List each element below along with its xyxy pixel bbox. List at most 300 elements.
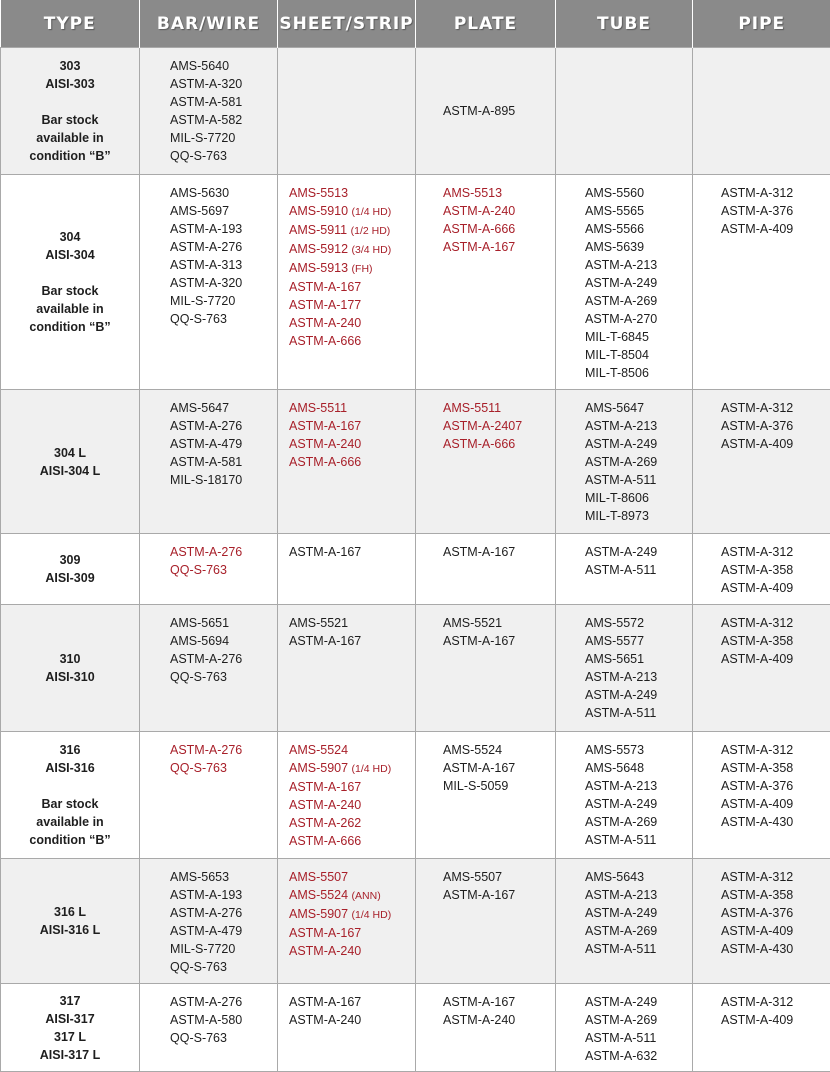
spec-item <box>721 632 830 650</box>
type-line: 304 L <box>5 444 135 462</box>
spec-item <box>443 184 555 202</box>
type-line: 317 <box>5 992 135 1010</box>
spec-item <box>170 129 277 147</box>
spec-code: AMS-5513 <box>443 186 502 200</box>
sheet-strip-cell <box>278 175 416 390</box>
sheet-strip-spec-list <box>278 184 415 350</box>
spec-code: MIL-S-18170 <box>170 473 242 487</box>
spec-code: AMS-5907 <box>289 907 348 921</box>
spec-item <box>585 417 692 435</box>
spec-note: (1/4 HD) <box>352 763 392 775</box>
spec-item <box>585 256 692 274</box>
plate-spec-list <box>416 741 555 795</box>
spec-item <box>585 399 692 417</box>
spec-item <box>289 184 415 202</box>
spec-code: ASTM-A-580 <box>170 1013 242 1027</box>
type-line: 303 <box>5 57 135 75</box>
spec-code: AMS-5630 <box>170 186 229 200</box>
spec-item <box>289 741 415 759</box>
plate-cell <box>416 984 556 1072</box>
spec-item <box>585 686 692 704</box>
tube-cell <box>556 732 693 859</box>
spec-item <box>585 543 692 561</box>
spec-item <box>443 102 555 120</box>
spec-item <box>289 221 415 240</box>
spec-code: MIL-T-6845 <box>585 330 649 344</box>
spec-item <box>585 868 692 886</box>
bar-wire-cell <box>140 175 278 390</box>
pipe-cell <box>693 605 830 732</box>
spec-code: ASTM-A-358 <box>721 563 793 577</box>
type-line: available in <box>5 129 135 147</box>
spec-code: ASTM-A-193 <box>170 222 242 236</box>
spec-code: ASTM-A-262 <box>289 816 361 830</box>
spec-code: AMS-5513 <box>289 186 348 200</box>
pipe-cell <box>693 48 830 175</box>
plate-spec-list <box>416 868 555 904</box>
pipe-spec-list <box>693 868 830 958</box>
type-line: 309 <box>5 551 135 569</box>
spec-code: ASTM-A-249 <box>585 688 657 702</box>
type-cell <box>1 984 140 1072</box>
header-plate: PLATE <box>416 0 556 48</box>
spec-item <box>721 777 830 795</box>
spec-code: ASTM-A-167 <box>289 545 361 559</box>
spec-code: ASTM-A-167 <box>443 545 515 559</box>
spec-item <box>585 940 692 958</box>
spec-item <box>721 813 830 831</box>
spec-item <box>170 256 277 274</box>
spec-item <box>170 147 277 165</box>
spec-code: ASTM-A-213 <box>585 670 657 684</box>
spec-item <box>289 259 415 278</box>
spec-item <box>289 868 415 886</box>
tube-spec-list <box>556 543 692 579</box>
spec-code: ASTM-A-511 <box>585 942 656 956</box>
spec-code: MIL-T-8973 <box>585 509 649 523</box>
type-line: AISI-309 <box>5 569 135 587</box>
spec-item <box>585 453 692 471</box>
spec-code: ASTM-A-666 <box>289 455 361 469</box>
spec-item <box>289 314 415 332</box>
tube-cell <box>556 48 693 175</box>
spec-code: AMS-5910 <box>289 204 348 218</box>
type-cell <box>1 390 140 534</box>
spec-item <box>170 668 277 686</box>
spec-code: ASTM-A-249 <box>585 906 657 920</box>
plate-cell <box>416 534 556 605</box>
spec-item <box>721 435 830 453</box>
spec-item <box>170 543 277 561</box>
sheet-strip-cell <box>278 732 416 859</box>
spec-item <box>170 220 277 238</box>
type-cell <box>1 534 140 605</box>
spec-code: AMS-5573 <box>585 743 644 757</box>
spec-code: ASTM-A-270 <box>585 312 657 326</box>
spec-item <box>585 614 692 632</box>
spec-code: QQ-S-763 <box>170 670 227 684</box>
table-body <box>1 48 830 1072</box>
spec-item <box>585 1029 692 1047</box>
spec-code: ASTM-A-312 <box>721 616 793 630</box>
spec-code: AMS-5511 <box>443 401 501 415</box>
spec-code: ASTM-A-167 <box>443 761 515 775</box>
tube-cell <box>556 984 693 1072</box>
spec-item <box>170 940 277 958</box>
spec-code: ASTM-A-581 <box>170 455 242 469</box>
spec-item <box>289 814 415 832</box>
spec-code: ASTM-A-276 <box>170 419 242 433</box>
type-line: Bar stock <box>5 282 135 300</box>
spec-item <box>289 435 415 453</box>
spec-item <box>585 831 692 849</box>
spec-item <box>170 310 277 328</box>
spec-item <box>170 399 277 417</box>
spec-item <box>289 332 415 350</box>
spec-code: ASTM-A-320 <box>170 77 242 91</box>
type-gap <box>5 264 135 282</box>
spec-item <box>170 75 277 93</box>
spec-code: ASTM-A-358 <box>721 888 793 902</box>
type-line: AISI-303 <box>5 75 135 93</box>
spec-item <box>289 399 415 417</box>
spec-code: QQ-S-763 <box>170 149 227 163</box>
spec-code: ASTM-A-276 <box>170 906 242 920</box>
spec-note: (ANN) <box>352 890 381 902</box>
spec-code: ASTM-A-249 <box>585 545 657 559</box>
spec-item <box>289 993 415 1011</box>
pipe-cell <box>693 534 830 605</box>
spec-code: AMS-5565 <box>585 204 644 218</box>
spec-code: ASTM-A-409 <box>721 1013 793 1027</box>
spec-code: ASTM-A-213 <box>585 888 657 902</box>
spec-code: ASTM-A-177 <box>289 298 361 312</box>
spec-item <box>585 1011 692 1029</box>
type-cell <box>1 732 140 859</box>
spec-item <box>170 614 277 632</box>
spec-item <box>585 704 692 722</box>
spec-code: AMS-5507 <box>289 870 348 884</box>
spec-code: ASTM-A-312 <box>721 401 793 415</box>
type-line: 316 <box>5 741 135 759</box>
pipe-spec-list <box>693 614 830 668</box>
spec-item <box>721 993 830 1011</box>
type-cell <box>1 605 140 732</box>
spec-code: ASTM-A-312 <box>721 995 793 1009</box>
type-line: 317 L <box>5 1028 135 1046</box>
spec-code: ASTM-A-167 <box>443 888 515 902</box>
pipe-spec-list <box>693 741 830 831</box>
spec-code: ASTM-A-240 <box>289 944 361 958</box>
spec-item <box>443 777 555 795</box>
type-cell <box>1 175 140 390</box>
spec-code: ASTM-A-167 <box>443 995 515 1009</box>
spec-item <box>585 328 692 346</box>
bar-wire-spec-list <box>140 543 277 579</box>
spec-code: QQ-S-763 <box>170 1031 227 1045</box>
type-line: 316 L <box>5 903 135 921</box>
sheet-strip-spec-list <box>278 741 415 850</box>
bar-wire-cell <box>140 859 278 984</box>
spec-item <box>289 796 415 814</box>
spec-item <box>585 777 692 795</box>
spec-code: AMS-5907 <box>289 761 348 775</box>
spec-code: ASTM-A-511 <box>585 833 656 847</box>
spec-code: ASTM-A-249 <box>585 797 657 811</box>
spec-code: ASTM-A-249 <box>585 995 657 1009</box>
tube-spec-list <box>556 993 692 1065</box>
spec-item <box>721 650 830 668</box>
spec-item <box>585 922 692 940</box>
pipe-spec-list <box>693 993 830 1029</box>
bar-wire-spec-list <box>140 741 277 777</box>
spec-code: ASTM-A-511 <box>585 706 656 720</box>
spec-code: ASTM-A-240 <box>289 437 361 451</box>
sheet-strip-spec-list <box>278 399 415 471</box>
plate-cell <box>416 175 556 390</box>
spec-item <box>585 292 692 310</box>
sheet-strip-cell <box>278 390 416 534</box>
plate-cell <box>416 859 556 984</box>
header-type: TYPE <box>1 0 140 48</box>
spec-item <box>721 399 830 417</box>
spec-code: MIL-T-8506 <box>585 366 649 380</box>
spec-code: ASTM-A-167 <box>289 634 361 648</box>
type-line: AISI-316 <box>5 759 135 777</box>
spec-code: AMS-5639 <box>585 240 644 254</box>
spec-code: MIL-T-8606 <box>585 491 649 505</box>
spec-item <box>721 1011 830 1029</box>
type-gap <box>5 93 135 111</box>
spec-item <box>170 1029 277 1047</box>
spec-item <box>289 614 415 632</box>
spec-code: AMS-5524 <box>443 743 502 757</box>
spec-item <box>289 924 415 942</box>
spec-item <box>170 868 277 886</box>
spec-code: AMS-5911 <box>289 223 347 237</box>
spec-item <box>443 993 555 1011</box>
spec-item <box>443 614 555 632</box>
spec-code: AMS-5572 <box>585 616 644 630</box>
spec-code: ASTM-A-479 <box>170 437 242 451</box>
tube-spec-list <box>556 614 692 722</box>
spec-item <box>721 561 830 579</box>
plate-cell <box>416 732 556 859</box>
spec-item <box>721 922 830 940</box>
sheet-strip-spec-list <box>278 614 415 650</box>
spec-code: ASTM-A-240 <box>289 798 361 812</box>
spec-item <box>443 741 555 759</box>
spec-item <box>721 886 830 904</box>
spec-item <box>585 238 692 256</box>
spec-item <box>170 741 277 759</box>
spec-code: ASTM-A-167 <box>289 780 361 794</box>
spec-code: ASTM-A-213 <box>585 779 657 793</box>
spec-item <box>170 886 277 904</box>
pipe-spec-list <box>693 399 830 453</box>
spec-code: ASTM-A-409 <box>721 924 793 938</box>
spec-item <box>585 1047 692 1065</box>
spec-item <box>170 57 277 75</box>
spec-item <box>170 904 277 922</box>
sheet-strip-cell <box>278 534 416 605</box>
spec-item <box>721 202 830 220</box>
spec-code: ASTM-A-511 <box>585 563 656 577</box>
spec-code: AMS-5507 <box>443 870 502 884</box>
spec-item <box>170 292 277 310</box>
spec-item <box>585 274 692 292</box>
spec-code: ASTM-A-276 <box>170 743 242 757</box>
bar-wire-spec-list <box>140 399 277 489</box>
spec-code: AMS-5913 <box>289 261 348 275</box>
spec-code: AMS-5560 <box>585 186 644 200</box>
bar-wire-spec-list <box>140 614 277 686</box>
table-header <box>1 0 830 48</box>
spec-code: ASTM-A-269 <box>585 455 657 469</box>
pipe-cell <box>693 984 830 1072</box>
spec-code: ASTM-A-240 <box>289 316 361 330</box>
bar-wire-cell <box>140 984 278 1072</box>
tube-cell <box>556 175 693 390</box>
spec-code: ASTM-A-511 <box>585 473 656 487</box>
pipe-cell <box>693 390 830 534</box>
spec-item <box>170 93 277 111</box>
bar-wire-cell <box>140 534 278 605</box>
type-line: available in <box>5 300 135 318</box>
spec-code: ASTM-A-312 <box>721 870 793 884</box>
spec-item <box>585 561 692 579</box>
plate-spec-list <box>416 399 555 453</box>
header-tube: TUBE <box>556 0 693 48</box>
spec-item <box>170 993 277 1011</box>
spec-item <box>289 543 415 561</box>
type-line: condition “B” <box>5 318 135 336</box>
type-line: 310 <box>5 650 135 668</box>
spec-code: ASTM-A-276 <box>170 652 242 666</box>
table-row <box>1 175 830 390</box>
spec-item <box>170 435 277 453</box>
spec-code: ASTM-A-269 <box>585 815 657 829</box>
spec-code: ASTM-A-632 <box>585 1049 657 1063</box>
spec-code: ASTM-A-276 <box>170 545 242 559</box>
spec-item <box>443 435 555 453</box>
spec-item <box>585 650 692 668</box>
spec-code: ASTM-A-167 <box>443 240 515 254</box>
spec-item <box>585 310 692 328</box>
spec-item <box>585 202 692 220</box>
type-line: condition “B” <box>5 147 135 165</box>
spec-code: ASTM-A-409 <box>721 797 793 811</box>
spec-item <box>170 561 277 579</box>
sheet-strip-cell <box>278 859 416 984</box>
spec-code: MIL-S-5059 <box>443 779 508 793</box>
spec-code: ASTM-A-430 <box>721 942 793 956</box>
spec-code: AMS-5577 <box>585 634 644 648</box>
sheet-strip-cell <box>278 605 416 732</box>
spec-note: (1/4 HD) <box>352 206 392 218</box>
spec-code: ASTM-A-409 <box>721 581 793 595</box>
plate-cell <box>416 48 556 175</box>
type-line: AISI-317 <box>5 1010 135 1028</box>
spec-code: ASTM-A-240 <box>443 204 515 218</box>
tube-spec-list <box>556 868 692 958</box>
tube-spec-list <box>556 741 692 849</box>
spec-item <box>170 471 277 489</box>
spec-item <box>443 759 555 777</box>
spec-item <box>443 202 555 220</box>
spec-code: ASTM-A-358 <box>721 761 793 775</box>
spec-item <box>170 453 277 471</box>
tube-cell <box>556 859 693 984</box>
spec-code: ASTM-A-358 <box>721 634 793 648</box>
table-row <box>1 984 830 1072</box>
spec-item <box>721 614 830 632</box>
spec-item <box>289 905 415 924</box>
spec-code: AMS-5647 <box>170 401 229 415</box>
spec-code: AMS-5651 <box>585 652 644 666</box>
spec-item <box>170 274 277 292</box>
pipe-cell <box>693 175 830 390</box>
spec-item <box>721 759 830 777</box>
spec-code: ASTM-A-167 <box>289 926 361 940</box>
spec-item <box>721 220 830 238</box>
spec-item <box>585 471 692 489</box>
spec-item <box>170 632 277 650</box>
spec-item <box>170 650 277 668</box>
spec-code: AMS-5643 <box>585 870 644 884</box>
spec-code: ASTM-A-895 <box>443 104 515 118</box>
spec-item <box>585 904 692 922</box>
spec-code: AMS-5651 <box>170 616 229 630</box>
spec-item <box>585 489 692 507</box>
spec-code: ASTM-A-320 <box>170 276 242 290</box>
tube-cell <box>556 390 693 534</box>
spec-code: AMS-5524 <box>289 743 348 757</box>
spec-code: AMS-5653 <box>170 870 229 884</box>
type-line: Bar stock <box>5 795 135 813</box>
spec-item <box>585 220 692 238</box>
spec-item <box>443 417 555 435</box>
spec-item <box>170 111 277 129</box>
spec-item <box>585 184 692 202</box>
table-row <box>1 390 830 534</box>
spec-code: ASTM-A-167 <box>289 419 361 433</box>
spec-note: (FH) <box>352 263 373 275</box>
sheet-strip-cell <box>278 984 416 1072</box>
spec-code: ASTM-A-167 <box>443 634 515 648</box>
spec-item <box>443 886 555 904</box>
spec-item <box>289 759 415 778</box>
spec-code: ASTM-A-240 <box>289 1013 361 1027</box>
spec-item <box>585 813 692 831</box>
spec-item <box>721 868 830 886</box>
type-line: Bar stock <box>5 111 135 129</box>
pipe-spec-list <box>693 543 830 597</box>
spec-item <box>585 435 692 453</box>
spec-item <box>585 795 692 813</box>
spec-item <box>443 632 555 650</box>
type-line: AISI-310 <box>5 668 135 686</box>
spec-code: ASTM-A-666 <box>289 334 361 348</box>
spec-code: QQ-S-763 <box>170 563 227 577</box>
type-line: AISI-317 L <box>5 1046 135 1064</box>
spec-item <box>170 417 277 435</box>
bar-wire-cell <box>140 605 278 732</box>
spec-item <box>289 778 415 796</box>
pipe-spec-list <box>693 184 830 238</box>
spec-code: AMS-5511 <box>289 401 347 415</box>
spec-item <box>585 886 692 904</box>
